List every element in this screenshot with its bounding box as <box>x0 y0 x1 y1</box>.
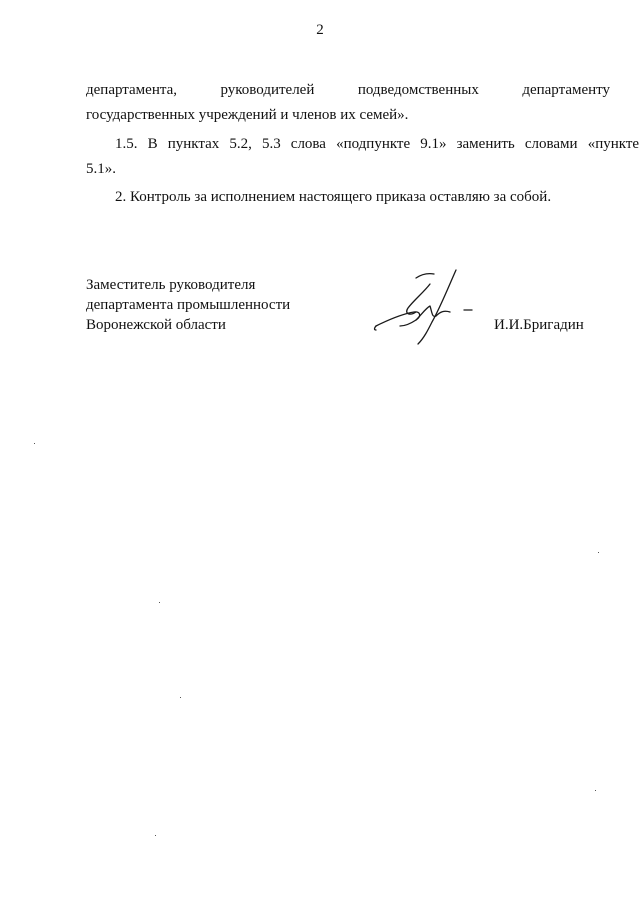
word: В <box>147 136 158 152</box>
scan-speck <box>595 790 596 791</box>
word: подведомственных <box>357 82 479 98</box>
word: словами <box>524 136 578 152</box>
paragraph-line-2: государственных учреждений и членов их семей». <box>86 107 409 123</box>
word: руководителей <box>220 82 315 98</box>
paragraph-control: 2. Контроль за исполнением настоящего приказа оставляю за собой. <box>115 189 552 205</box>
signer-title-line: Воронежской области <box>86 317 226 333</box>
word: «подпункте <box>336 136 411 152</box>
signer-title-line: департамента промышленности <box>86 297 291 313</box>
page-number: 2 <box>316 22 324 38</box>
scan-speck <box>34 443 35 444</box>
scan-speck <box>159 602 160 603</box>
word: пунктах <box>167 136 220 152</box>
word: 1.5. <box>115 136 138 152</box>
word: департамента, <box>86 82 177 98</box>
word: департаменту <box>522 82 611 98</box>
paragraph-line-4: 5.1». <box>86 161 116 177</box>
word: 5.3 <box>261 136 281 152</box>
signer-title <box>86 275 290 335</box>
scan-speck <box>155 835 156 836</box>
scan-speck <box>598 552 599 553</box>
word: «пункте <box>587 136 640 152</box>
signer-name: И.И.Бригадин <box>494 317 584 333</box>
paragraph-line-1 <box>86 78 610 103</box>
paragraph-line-3 <box>86 132 639 157</box>
handwritten-signature <box>366 268 476 348</box>
word: 9.1» <box>420 136 447 152</box>
word: 5.2, <box>229 136 252 152</box>
scan-speck <box>180 697 181 698</box>
signer-title-line: Заместитель руководителя <box>86 277 256 293</box>
word: заменить <box>456 136 515 152</box>
word: слова <box>290 136 326 152</box>
